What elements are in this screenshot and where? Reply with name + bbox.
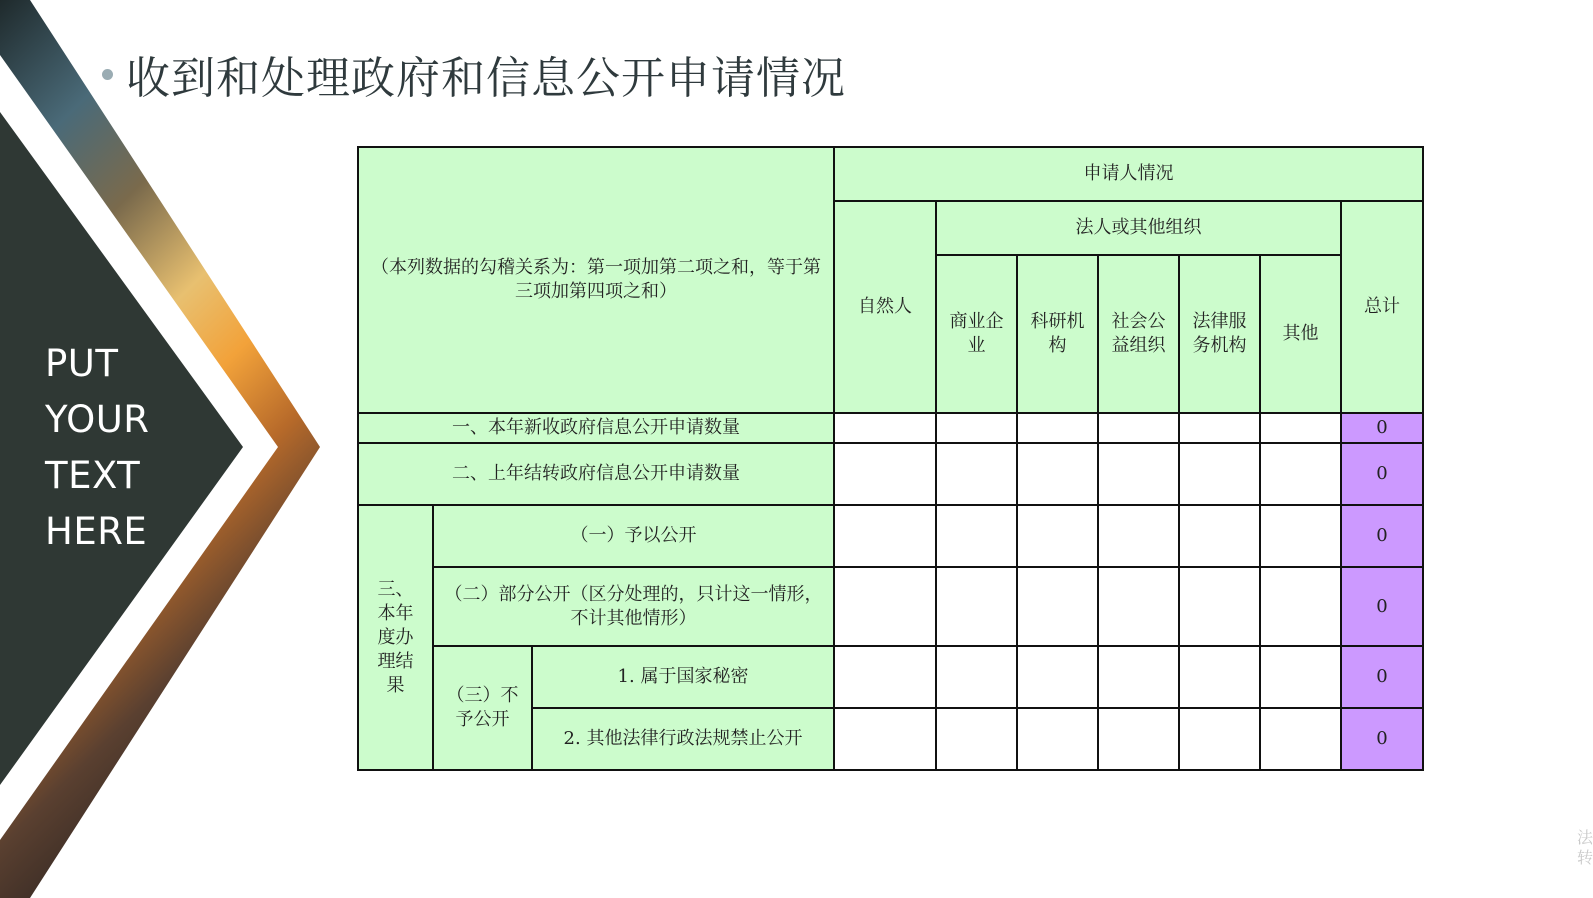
table-cell (936, 567, 1017, 646)
total-value: 0 (1341, 708, 1423, 770)
org-type-header: 社会公益组织 (1098, 255, 1179, 413)
table-cell (936, 708, 1017, 770)
table-cell (1260, 646, 1341, 708)
table-cell (1098, 505, 1179, 567)
row-label-new: 一、本年新收政府信息公开申请数量 (358, 413, 834, 443)
table-cell (1098, 708, 1179, 770)
table-cell (936, 443, 1017, 505)
table-cell (1098, 413, 1179, 443)
table-cell (1017, 646, 1098, 708)
title-row (102, 44, 846, 104)
applicant-header: 申请人情况 (834, 147, 1423, 201)
row-label-partial: （二）部分公开（区分处理的，只计这一情形，不计其他情形） (433, 567, 834, 646)
table-cell (1260, 413, 1341, 443)
table-cell (936, 505, 1017, 567)
table-cell (834, 708, 936, 770)
side-text-line: YOUR (45, 398, 150, 441)
table-cell (1179, 567, 1260, 646)
natural-person-header: 自然人 (834, 201, 936, 413)
table-cell (1017, 505, 1098, 567)
table-cell (1017, 443, 1098, 505)
row-label-carry: 二、上年结转政府信息公开申请数量 (358, 443, 834, 505)
table-cell (834, 505, 936, 567)
row-label-disclose: （一）予以公开 (433, 505, 834, 567)
table-cell (834, 413, 936, 443)
table-cell (1017, 567, 1098, 646)
bullet-dot-icon (102, 69, 113, 80)
table-cell (936, 646, 1017, 708)
slide-title: 收到和处理政府和信息公开申请情况 (126, 53, 846, 104)
table-cell (1017, 413, 1098, 443)
table-cell (1260, 708, 1341, 770)
table-cell (1179, 443, 1260, 505)
side-placeholder-text (45, 336, 225, 560)
table-cell (1179, 646, 1260, 708)
org-type-header: 其他 (1260, 255, 1341, 413)
total-value: 0 (1341, 443, 1423, 505)
legal-group-header: 法人或其他组织 (936, 201, 1341, 255)
total-value: 0 (1341, 646, 1423, 708)
table-cell (1260, 443, 1341, 505)
table-cell (1179, 413, 1260, 443)
table-cell (834, 646, 936, 708)
table-note-cell: （本列数据的勾稽关系为：第一项加第二项之和，等于第三项加第四项之和） (358, 147, 834, 413)
row-label-prohibited: 2. 其他法律行政法规禁止公开 (532, 708, 834, 770)
side-text-line: PUT (45, 342, 119, 385)
table-cell (834, 443, 936, 505)
corner-clipped-text: 法 转 (1577, 828, 1593, 867)
result-label: 三、本年度办理结果 (358, 505, 433, 770)
table-cell (1179, 505, 1260, 567)
disclosure-stats-table (357, 146, 1424, 771)
non-disclose-label: （三）不予公开 (433, 646, 532, 770)
table-cell (1260, 505, 1341, 567)
table-cell (1260, 567, 1341, 646)
table-cell (834, 567, 936, 646)
table-cell (1098, 443, 1179, 505)
total-value: 0 (1341, 505, 1423, 567)
side-text-line: TEXT (45, 454, 141, 497)
org-type-header: 法律服务机构 (1179, 255, 1260, 413)
org-type-header: 科研机构 (1017, 255, 1098, 413)
side-text-line: HERE (45, 510, 148, 553)
table-cell (1179, 708, 1260, 770)
total-header: 总计 (1341, 201, 1423, 413)
org-type-header: 商业企业 (936, 255, 1017, 413)
table-cell (936, 413, 1017, 443)
total-value: 0 (1341, 567, 1423, 646)
table-cell (1098, 646, 1179, 708)
total-value: 0 (1341, 413, 1423, 443)
table-cell (1017, 708, 1098, 770)
table-cell (1098, 567, 1179, 646)
row-label-secret: 1. 属于国家秘密 (532, 646, 834, 708)
